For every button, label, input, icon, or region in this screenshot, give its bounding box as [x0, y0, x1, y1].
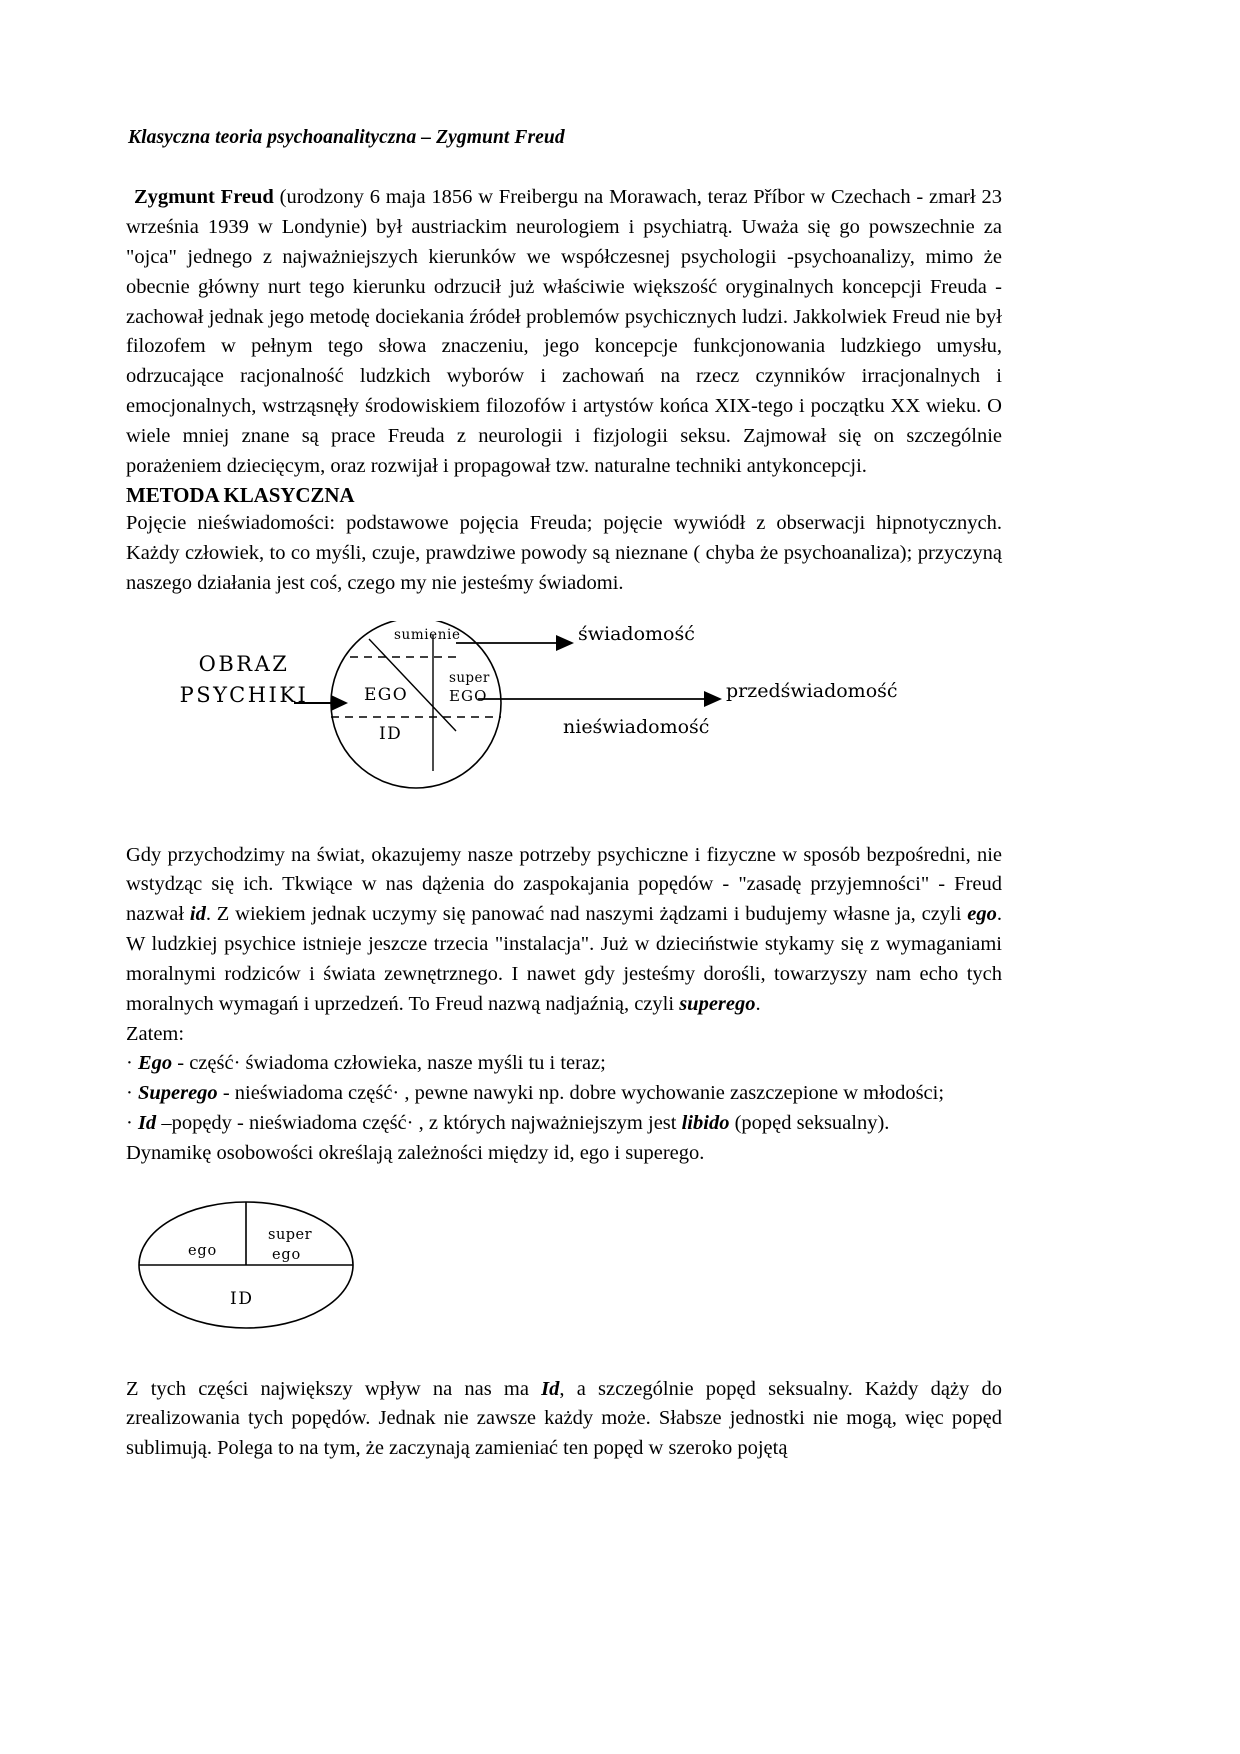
intro-lead-name: Zygmunt Freud: [134, 186, 274, 209]
diagram1-label-superego: EGO: [449, 686, 488, 705]
gdy-em-id: id: [189, 903, 206, 926]
list-item: [126, 1049, 1002, 1079]
diagram2-label-ego: ego: [188, 1242, 217, 1259]
bullet-marker: ·: [126, 1111, 133, 1134]
bullet-marker: ·: [126, 1052, 133, 1075]
diagram2-graphics: [126, 1195, 1002, 1345]
gdy-part1: Gdy przychodzimy na świat, okazujemy nasze potrzeby psychiczne i fizyczne w sposób bezpośredni, nie wstydząc się ich. Tkwiące w nas dążenia do zaspokajania popędów - "zasadę przyjemności" - Freud nazwał: [126, 843, 1002, 926]
bullet-term-ego: Ego: [137, 1052, 173, 1075]
page-title: Klasyczna teoria psychoanalityczna – Zygmunt Freud: [128, 127, 565, 148]
paragraph-dynamika: Dynamikę osobowości określają zależności między id, ego i superego.: [126, 1141, 705, 1164]
final-em-id: Id: [541, 1377, 560, 1400]
metoda-paragraph: Pojęcie nieświadomości: podstawowe pojęcia Freuda; pojęcie wywiódł z obserwacji hipnotycznych. Każdy człowiek, to co myśli, czuje, prawdziwe powody są nieznane ( chyba że psychoanaliza); przyczyną naszego działania jest coś, czego my nie jesteśmy świadomi.: [126, 512, 1002, 594]
diagram1-label-ego: EGO: [364, 684, 409, 705]
diagram1-label-swiadomosc: świadomość: [578, 622, 695, 645]
bullet-term-id: Id: [137, 1111, 157, 1134]
gdy-part3: . W ludzkiej psychice istnieje jeszcze trzecia "instalacja". Już w dzieciństwie stykamy się z wymaganiami moralnymi rodziców i świata zewnętrznego. I nawet gdy jesteśmy dorośli, towarzyszy nam echo tych moralnych wymagań i uprzedzeń. To Freud nazwą nadjaźnią, czyli: [126, 903, 1003, 1015]
psyche-diagram-1: [126, 621, 1002, 821]
gdy-em-ego: ego: [967, 903, 997, 926]
arrow-to-swiadomosc: [456, 635, 574, 651]
diagram1-label-przedswiadomosc: przedświadomość: [726, 679, 898, 702]
gdy-em-superego: superego: [679, 992, 756, 1015]
list-item: [126, 1079, 1002, 1109]
diagram1-caption-line1: OBRAZ: [198, 651, 290, 676]
list-item: [126, 1109, 1002, 1139]
intro-paragraph: [126, 183, 1002, 481]
diagram2-label-superego: ego: [272, 1246, 301, 1263]
bullet-text-id-before: –popędy - nieświadoma część· , z których najważniejszym jest: [156, 1111, 682, 1134]
bullet-text-ego: - część· świadoma człowieka, nasze myśli tu i teraz;: [172, 1052, 606, 1075]
final-part1: Z tych części największy wpływ na nas ma: [126, 1377, 542, 1400]
diagram1-caption-line2: PSYCHIKI: [179, 683, 309, 708]
diagram2-label-super: super: [268, 1226, 313, 1243]
final-part2: , a szczególnie popęd seksualny. Każdy dąży do zrealizowania tych popędów. Jednak nie zawsze każdy może. Słabsze jednostki nie mogą, więc popęd sublimują. Polega to na tym, że zaczynają zamieniać ten popęd w szeroko pojętą: [126, 1377, 1002, 1460]
arrow-to-przedswiadomosc: [478, 691, 722, 707]
psyche-diagram-2: [126, 1195, 1002, 1345]
bullet-text-superego: - nieświadoma część· , pewne nawyki np. dobre wychowanie zaszczepione w młodości;: [217, 1082, 945, 1105]
page-content: [126, 126, 1002, 1464]
zatem-label: Zatem:: [126, 1022, 185, 1045]
diagram1-label-id: ID: [379, 723, 403, 744]
bullet-marker: ·: [126, 1082, 133, 1105]
bullet-text-id-after: (popęd seksualny).: [729, 1111, 890, 1134]
bullet-em-libido: libido: [681, 1111, 730, 1134]
diagram2-label-id: ID: [230, 1288, 254, 1309]
gdy-part4: .: [755, 992, 761, 1015]
bullet-term-superego: Superego: [137, 1082, 218, 1105]
arrow-caption-to-circle: [294, 695, 348, 711]
diagram1-label-nieswiadomosc: nieświadomość: [563, 715, 710, 738]
gdy-part2: . Z wiekiem jednak uczymy się panować nad naszymi żądzami i budujemy własne ja, czyli: [205, 903, 968, 926]
diagram1-label-sumienie: sumienie: [394, 626, 461, 643]
section-heading-metoda-klasyczna: METODA KLASYCZNA: [126, 482, 355, 507]
intro-body-text: (urodzony 6 maja 1856 w Freibergu na Morawach, teraz Příbor w Czechach - zmarł 23 września 1939 w Londynie) był austriackim neurologiem i psychiatrą. Uważa się go powszechnie za "ojca" jednego z najważniejszych kierunków we współczesnej psychologii -psychoanalizy, mimo że obecnie główny nurt tego kierunku odrzucił już właściwie większość oryginalnych koncepcji Freuda - zachował jednak jego metodę dociekania źródeł problemów psychicznych ludzi. Jakkolwiek Freud nie był filozofem w pełnym tego słowa znaczeniu, jego koncepcje funkcjonowania ludzkiego umysłu, odrzucające racjonalność ludzkich wyborów i zachowań na rzecz czynników irracjonalnych i emocjonalnych, wstrząsnęły środowiskiem filozofów i artystów końca XIX-tego i początku XX wieku. O wiele mniej znane są prace Freuda z neurologii i fizjologii seksu. Zajmował się on szczególnie porażeniem dziecięcym, oraz rozwijał i propagował tzw. naturalne techniki antykoncepcji.: [126, 186, 1003, 477]
paragraph-final: [126, 1375, 1002, 1464]
diagram1-label-super: super: [449, 669, 490, 686]
paragraph-gdy-przychodzimy: [126, 841, 1002, 1020]
